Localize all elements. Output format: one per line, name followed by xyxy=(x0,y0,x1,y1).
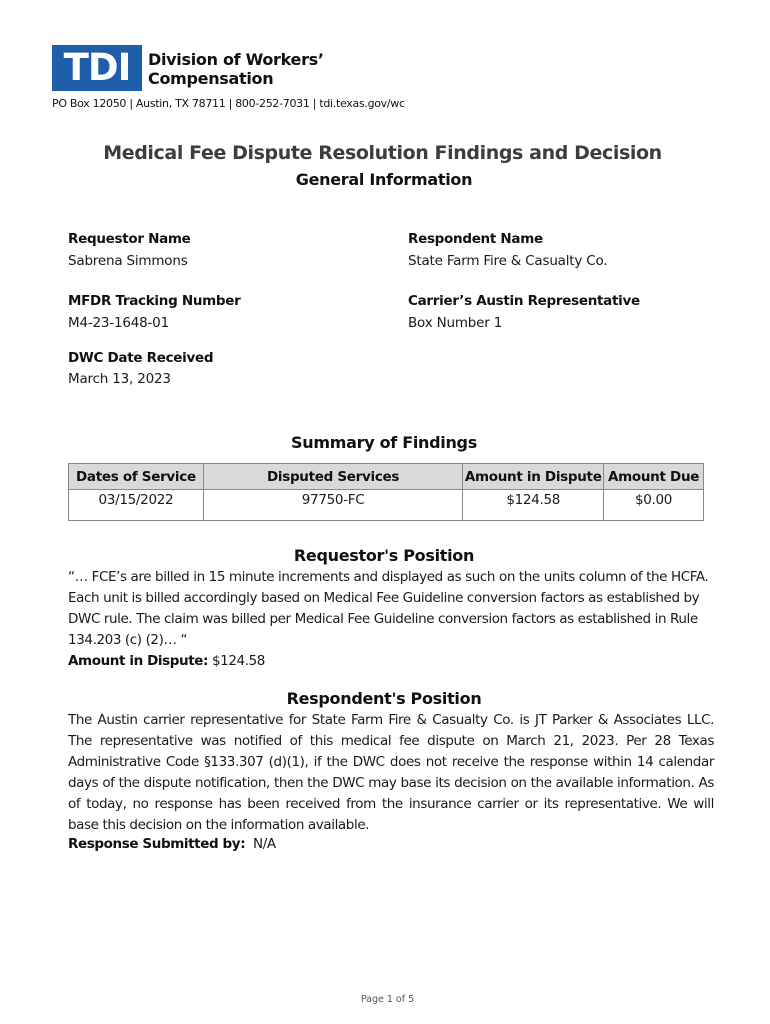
response-submitted-line xyxy=(68,834,714,855)
column-header-amount-in-dispute: Amount in Dispute xyxy=(463,464,604,490)
date-received-value: March 13, 2023 xyxy=(68,371,171,387)
requestor-name-label: Requestor Name xyxy=(68,231,191,247)
amount-in-dispute-label: Amount in Dispute: xyxy=(68,653,209,669)
date-received-label: DWC Date Received xyxy=(68,350,214,366)
division-name xyxy=(148,50,324,88)
general-information-heading: General Information xyxy=(295,170,473,189)
document-title: Medical Fee Dispute Resolution Findings and Decision xyxy=(103,142,662,164)
cell-date-of-service: 03/15/2022 xyxy=(69,490,204,521)
respondent-position-heading: Respondent's Position xyxy=(286,689,482,708)
amount-in-dispute-value: $124.58 xyxy=(208,653,265,669)
requestor-name-value: Sabrena Simmons xyxy=(68,253,188,269)
requestor-position-quote: “… FCE’s are billed in 15 minute increments and displayed as such on the units column of the HCFA. Each unit is billed accordingly based on Medical Fee Guideline conversion factors as established by DWC rule. The claim was billed per Medical Fee Guideline conversion factors as established in Rule 134.203 (c) (2)… “ xyxy=(68,569,709,648)
cell-amount-due: $0.00 xyxy=(604,490,704,521)
carrier-representative-label: Carrier’s Austin Representative xyxy=(408,293,640,309)
division-line-2: Compensation xyxy=(148,69,274,88)
page-number: Page 1 of 5 xyxy=(360,994,415,1005)
respondent-name-label: Respondent Name xyxy=(408,231,543,247)
table-row xyxy=(69,490,704,521)
table-header-row xyxy=(69,464,704,490)
cell-disputed-service: 97750-FC xyxy=(203,490,462,521)
cell-amount-in-dispute: $124.58 xyxy=(463,490,604,521)
requestor-position-heading: Requestor's Position xyxy=(293,546,475,565)
summary-table xyxy=(68,463,704,521)
column-header-amount-due: Amount Due xyxy=(604,464,704,490)
division-line-1: Division of Workers’ xyxy=(148,50,324,69)
column-header-services: Disputed Services xyxy=(203,464,462,490)
tracking-number-label: MFDR Tracking Number xyxy=(68,293,241,309)
requestor-amount-line xyxy=(68,651,714,672)
response-submitted-label: Response Submitted by: xyxy=(68,836,246,852)
respondent-name-value: State Farm Fire & Casualty Co. xyxy=(408,253,608,269)
carrier-representative-value: Box Number 1 xyxy=(408,315,503,331)
response-submitted-value: N/A xyxy=(245,836,276,852)
agency-address: PO Box 12050 | Austin, TX 78711 | 800-252-7031 | tdi.texas.gov/wc xyxy=(52,97,405,110)
tracking-number-value: M4-23-1648-01 xyxy=(68,315,169,331)
summary-heading: Summary of Findings xyxy=(291,433,477,452)
column-header-dates: Dates of Service xyxy=(69,464,204,490)
tdi-logo: TDI xyxy=(52,45,142,91)
respondent-position-body: The Austin carrier representative for State Farm Fire & Casualty Co. is JT Parker & Associates LLC. The representative was notified of this medical fee dispute on March 21, 2023. Per 28 Texas Administrative Code §133.307 (d)(1), if the DWC does not receive the response within 14 calendar days of the dispute notification, then the DWC may base its decision on the available information. As of today, no response has been received from the insurance carrier or its representative. We will base this decision on the information available. xyxy=(68,712,714,833)
